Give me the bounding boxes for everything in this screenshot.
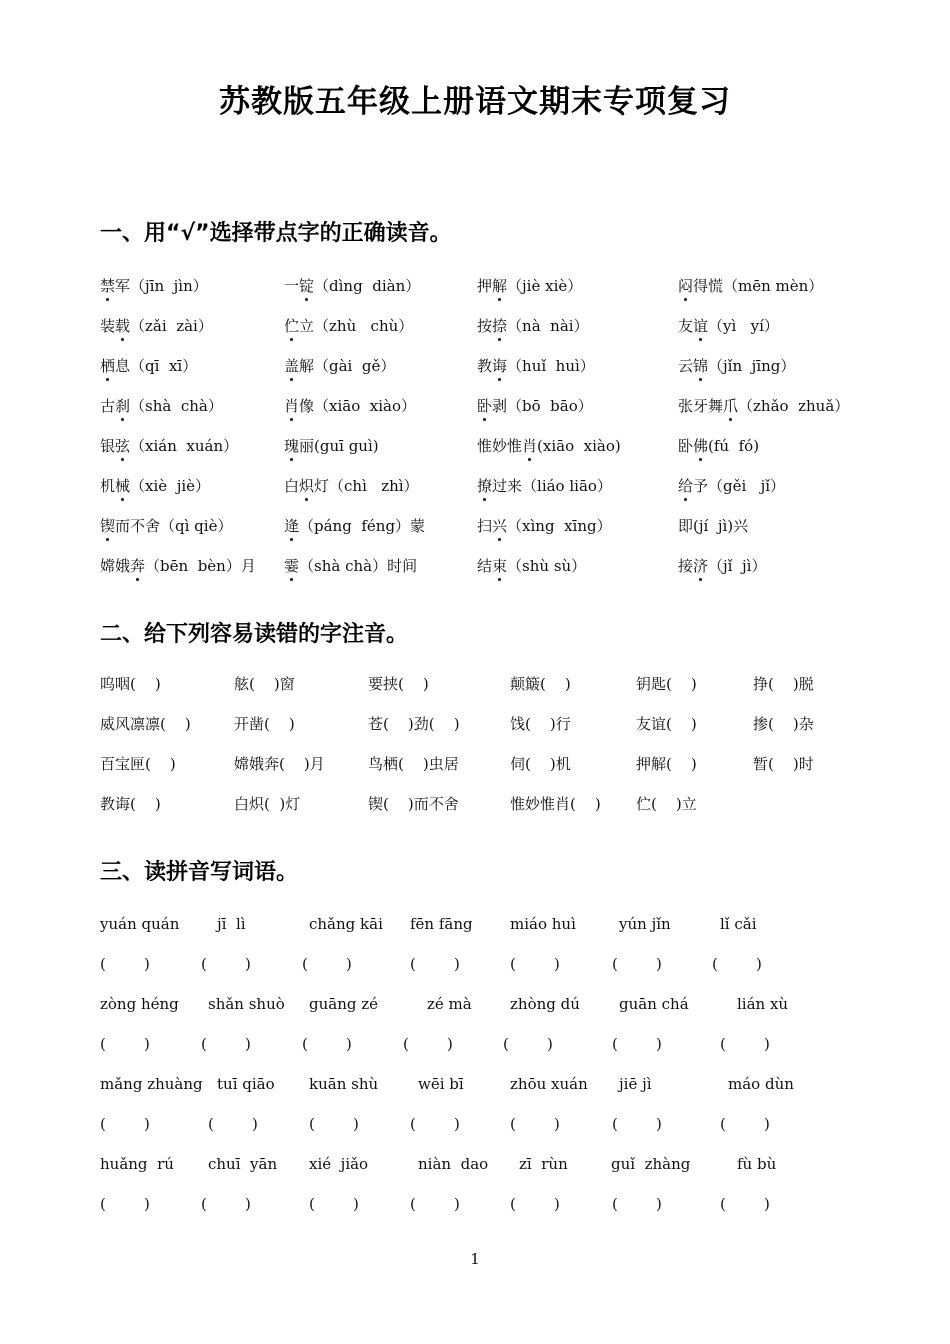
pronunciation-item[interactable] xyxy=(678,474,785,498)
dotted-char: 诲 xyxy=(492,354,507,378)
pronunciation-item[interactable] xyxy=(100,554,256,578)
pronunciation-item[interactable] xyxy=(284,514,425,538)
pronunciation-item[interactable] xyxy=(100,474,210,498)
annotation-item[interactable]: 伺( )机 xyxy=(510,755,571,773)
dotted-char: 爪 xyxy=(723,394,738,418)
answer-blank[interactable]: ( ) xyxy=(100,1115,150,1133)
pinyin-text: lǐ cǎi xyxy=(720,915,757,933)
pronunciation-item[interactable] xyxy=(100,394,223,418)
question-row xyxy=(0,474,950,498)
page-number: 1 xyxy=(470,1250,480,1268)
answer-blank[interactable]: ( ) xyxy=(410,1115,460,1133)
pronunciation-item[interactable] xyxy=(678,274,823,298)
annotation-item[interactable]: 伫( )立 xyxy=(636,795,697,813)
pinyin-text: máo dùn xyxy=(728,1075,794,1093)
text-fragment: （shù sù） xyxy=(507,557,587,575)
answer-blank[interactable]: ( ) xyxy=(712,955,762,973)
text-fragment: 接 xyxy=(678,557,694,575)
answer-row xyxy=(0,952,950,976)
dotted-char: 撩 xyxy=(477,474,492,498)
dotted-char: 禁 xyxy=(100,274,115,298)
answer-blank[interactable]: ( ) xyxy=(403,1035,453,1053)
text-fragment: （zhǎo zhuǎ） xyxy=(738,397,850,415)
pinyin-text: shǎn shuò xyxy=(208,995,285,1013)
dotted-char: 弦 xyxy=(115,434,130,458)
text-fragment: 解（gài gě） xyxy=(299,357,396,375)
text-fragment: 友 xyxy=(678,317,694,335)
text-fragment: 灯（chì zhì） xyxy=(314,477,419,495)
pinyin-text: xié jiǎo xyxy=(309,1155,369,1173)
pinyin-row xyxy=(0,1152,950,1176)
dotted-char: 盖 xyxy=(284,354,299,378)
text-fragment: （shà chà）时间 xyxy=(299,557,418,575)
annotation-item[interactable]: 掺( )杂 xyxy=(753,715,814,733)
annotation-item[interactable]: 百宝匣( ) xyxy=(100,755,176,773)
answer-row xyxy=(0,1112,950,1136)
pinyin-text: guān chá xyxy=(619,995,689,1013)
text-fragment: （xìng xīng） xyxy=(507,517,612,535)
pronunciation-item[interactable] xyxy=(678,314,779,338)
text-fragment: （jiè xiè） xyxy=(507,277,583,295)
annotation-item[interactable]: 教诲( ) xyxy=(100,795,161,813)
text-fragment: 古 xyxy=(100,397,116,415)
text-fragment: （zǎi zài） xyxy=(130,317,213,335)
answer-blank[interactable]: ( ) xyxy=(410,1195,460,1213)
dotted-char: 兴 xyxy=(492,514,507,538)
annotation-item[interactable]: 白炽( )灯 xyxy=(234,795,301,813)
pinyin-text: zhòng dú xyxy=(510,995,580,1013)
text-fragment: 即(jí jì) xyxy=(678,517,734,535)
annotation-item[interactable]: 苍( )劲( ) xyxy=(368,715,460,733)
answer-blank[interactable]: ( ) xyxy=(720,1195,770,1213)
answer-blank[interactable]: ( ) xyxy=(612,1195,662,1213)
dotted-char: 肖 xyxy=(522,434,537,458)
pinyin-text: fù bù xyxy=(737,1155,777,1173)
text-fragment: 丽(guī guì) xyxy=(299,437,379,455)
text-fragment: 惟妙惟 xyxy=(477,437,523,455)
pinyin-text: mǎng zhuàng xyxy=(100,1075,203,1093)
dotted-char: 闷 xyxy=(678,274,693,298)
answer-blank[interactable]: ( ) xyxy=(100,955,150,973)
pinyin-row xyxy=(0,912,950,936)
pinyin-text: guāng zé xyxy=(309,995,379,1013)
text-fragment: 而不舍（qì qiè） xyxy=(115,517,233,535)
pinyin-text: kuān shù xyxy=(309,1075,379,1093)
text-fragment: (fú fó) xyxy=(708,437,760,455)
pronunciation-item[interactable] xyxy=(284,274,420,298)
pronunciation-item[interactable] xyxy=(100,514,232,538)
dotted-char: 解 xyxy=(492,274,507,298)
text-fragment: （bēn bèn）月 xyxy=(145,557,256,575)
text-fragment: 予（gěi jǐ） xyxy=(693,477,786,495)
pinyin-text: chǎng kāi xyxy=(309,915,383,933)
answer-blank[interactable]: ( ) xyxy=(410,955,460,973)
pronunciation-item[interactable] xyxy=(477,474,612,498)
annotation-item[interactable]: 要挟( ) xyxy=(368,675,429,693)
dotted-char: 锭 xyxy=(299,274,314,298)
question-row xyxy=(0,314,950,338)
text-fragment: （huǐ huì） xyxy=(507,357,595,375)
section2-heading: 二、给下列容易读错的字注音。 xyxy=(100,622,409,647)
dotted-char: 佛 xyxy=(693,434,708,458)
annotation-item[interactable]: 暂( )时 xyxy=(753,755,814,773)
answer-blank[interactable]: ( ) xyxy=(100,1195,150,1213)
text-fragment: （xián xuán） xyxy=(130,437,239,455)
pronunciation-item[interactable] xyxy=(678,554,766,578)
dotted-char: 炽 xyxy=(299,474,314,498)
dotted-char: 肖 xyxy=(284,394,299,418)
pronunciation-item[interactable] xyxy=(477,434,621,458)
text-fragment: （dìng diàn） xyxy=(314,277,421,295)
answer-blank[interactable]: ( ) xyxy=(302,1035,352,1053)
answer-blank[interactable]: ( ) xyxy=(720,1035,770,1053)
annotation-item[interactable]: 押解( ) xyxy=(636,755,697,773)
annotation-item[interactable]: 惟妙惟肖( ) xyxy=(510,795,601,813)
answer-blank[interactable]: ( ) xyxy=(208,1115,258,1133)
document-title: 苏教版五年级上册语文期末专项复习 xyxy=(219,84,731,120)
pronunciation-item[interactable] xyxy=(100,314,213,338)
question-row xyxy=(0,554,950,578)
answer-blank[interactable]: ( ) xyxy=(201,1035,251,1053)
dotted-char: 逄 xyxy=(284,514,299,538)
annotation-row xyxy=(0,792,950,816)
text-fragment: 装 xyxy=(100,317,116,335)
annotation-item[interactable]: 友谊( ) xyxy=(636,715,697,733)
text-fragment: 兴 xyxy=(733,517,749,535)
pronunciation-item[interactable] xyxy=(100,434,238,458)
text-fragment: 得慌（mēn mèn） xyxy=(693,277,824,295)
pinyin-row xyxy=(0,992,950,1016)
pronunciation-item[interactable] xyxy=(477,514,612,538)
question-row xyxy=(0,274,950,298)
question-row xyxy=(0,514,950,538)
text-fragment: （nà nài） xyxy=(507,317,589,335)
pronunciation-item[interactable] xyxy=(678,394,849,418)
text-fragment: （shà chà） xyxy=(130,397,223,415)
annotation-item[interactable]: 呜咽( ) xyxy=(100,675,161,693)
pronunciation-item[interactable] xyxy=(678,434,759,458)
text-fragment: 结 xyxy=(477,557,493,575)
answer-blank[interactable]: ( ) xyxy=(612,955,662,973)
dotted-char: 锲 xyxy=(100,514,115,538)
text-fragment: 银 xyxy=(100,437,116,455)
pinyin-text: miáo huì xyxy=(510,915,576,933)
text-fragment: 过来（liáo liāo） xyxy=(492,477,612,495)
pronunciation-item[interactable] xyxy=(284,314,413,338)
pronunciation-item[interactable] xyxy=(284,554,417,578)
pinyin-text: yún jǐn xyxy=(619,915,671,933)
annotation-item[interactable]: 颠簸( ) xyxy=(510,675,571,693)
pinyin-row xyxy=(0,1072,950,1096)
text-fragment: （jǐ jì） xyxy=(708,557,767,575)
pronunciation-item[interactable] xyxy=(284,354,395,378)
annotation-item[interactable]: 鸟栖( )虫居 xyxy=(368,755,459,773)
text-fragment: 嫦娥 xyxy=(100,557,131,575)
pinyin-text: guǐ zhàng xyxy=(611,1155,691,1173)
dotted-char: 给 xyxy=(678,474,693,498)
dotted-char: 伫 xyxy=(284,314,299,338)
answer-blank[interactable]: ( ) xyxy=(201,1195,251,1213)
text-fragment: 像（xiāo xiào） xyxy=(299,397,417,415)
answer-blank[interactable]: ( ) xyxy=(302,955,352,973)
section1-heading: 一、用“√”选择带点字的正确读音。 xyxy=(100,221,452,246)
text-fragment: （jǐn jīng） xyxy=(708,357,796,375)
pinyin-text: wēi bī xyxy=(418,1075,464,1093)
text-fragment: （yì yí） xyxy=(708,317,779,335)
text-fragment: 按 xyxy=(477,317,493,335)
pronunciation-item[interactable] xyxy=(477,354,595,378)
answer-blank[interactable]: ( ) xyxy=(309,1115,359,1133)
pronunciation-item[interactable] xyxy=(100,354,197,378)
dotted-char: 刹 xyxy=(115,394,130,418)
annotation-row xyxy=(0,712,950,736)
pinyin-text: jī lì xyxy=(217,915,246,933)
text-fragment: 云 xyxy=(678,357,694,375)
answer-blank[interactable]: ( ) xyxy=(309,1195,359,1213)
text-fragment: 剥（bō bāo） xyxy=(492,397,593,415)
text-fragment: 白 xyxy=(284,477,300,495)
dotted-char: 束 xyxy=(492,554,507,578)
pinyin-text: zī rùn xyxy=(519,1155,568,1173)
annotation-item[interactable]: 饯( )行 xyxy=(510,715,571,733)
text-fragment: 押 xyxy=(477,277,493,295)
text-fragment: 扫 xyxy=(477,517,493,535)
annotation-row xyxy=(0,752,950,776)
pinyin-text: niàn dao xyxy=(418,1155,489,1173)
text-fragment: 军（jīn jìn） xyxy=(115,277,208,295)
pronunciation-item[interactable] xyxy=(477,554,586,578)
question-row xyxy=(0,394,950,418)
pronunciation-item[interactable] xyxy=(284,394,416,418)
section3-heading: 三、读拼音写词语。 xyxy=(100,860,299,885)
annotation-item[interactable]: 舷( )窗 xyxy=(234,675,295,693)
annotation-row xyxy=(0,672,950,696)
pronunciation-item[interactable] xyxy=(477,274,582,298)
text-fragment: 机 xyxy=(100,477,116,495)
dotted-char: 锦 xyxy=(693,354,708,378)
text-fragment: （xiè jiè） xyxy=(130,477,211,495)
text-fragment: 立（zhù chù） xyxy=(299,317,414,335)
answer-blank[interactable]: ( ) xyxy=(612,1035,662,1053)
pronunciation-item[interactable] xyxy=(100,274,208,298)
answer-blank[interactable]: ( ) xyxy=(510,1195,560,1213)
answer-blank[interactable]: ( ) xyxy=(100,1035,150,1053)
dotted-char: 瑰 xyxy=(284,434,299,458)
pronunciation-item[interactable] xyxy=(678,514,748,538)
dotted-char: 奔 xyxy=(130,554,145,578)
pronunciation-item[interactable] xyxy=(477,394,593,418)
annotation-item[interactable]: 开凿( ) xyxy=(234,715,295,733)
answer-blank[interactable]: ( ) xyxy=(510,955,560,973)
text-fragment: 张牙舞 xyxy=(678,397,724,415)
text-fragment: 息（qī xī） xyxy=(115,357,198,375)
dotted-char: 霎 xyxy=(284,554,299,578)
pronunciation-item[interactable] xyxy=(477,314,589,338)
pronunciation-item[interactable] xyxy=(284,434,379,458)
dotted-char: 载 xyxy=(115,314,130,338)
text-fragment: （páng féng）蒙 xyxy=(299,517,426,535)
answer-blank[interactable]: ( ) xyxy=(612,1115,662,1133)
annotation-item[interactable]: 威风凛凛( ) xyxy=(100,715,191,733)
dotted-char: 济 xyxy=(693,554,708,578)
pinyin-text: huǎng rú xyxy=(100,1155,174,1173)
pinyin-text: zhōu xuán xyxy=(510,1075,588,1093)
answer-blank[interactable]: ( ) xyxy=(503,1035,553,1053)
text-fragment: 卧 xyxy=(678,437,694,455)
pinyin-text: zé mà xyxy=(427,995,472,1013)
pinyin-text: zòng héng xyxy=(100,995,179,1013)
answer-blank[interactable]: ( ) xyxy=(510,1115,560,1133)
answer-row xyxy=(0,1032,950,1056)
pinyin-text: tuī qiāo xyxy=(217,1075,275,1093)
pinyin-text: jiē jì xyxy=(619,1075,652,1093)
answer-row xyxy=(0,1192,950,1216)
annotation-item[interactable]: 嫦娥奔( )月 xyxy=(234,755,325,773)
dotted-char: 谊 xyxy=(693,314,708,338)
pinyin-text: fēn fāng xyxy=(410,915,473,933)
annotation-item[interactable]: 挣( )脱 xyxy=(753,675,814,693)
pronunciation-item[interactable] xyxy=(678,354,795,378)
pinyin-text: chuī yān xyxy=(208,1155,278,1173)
text-fragment: 教 xyxy=(477,357,493,375)
question-row xyxy=(0,434,950,458)
dotted-char: 栖 xyxy=(100,354,115,378)
pinyin-text: yuán quán xyxy=(100,915,180,933)
dotted-char: 捺 xyxy=(492,314,507,338)
question-row xyxy=(0,354,950,378)
text-fragment: 一 xyxy=(284,277,300,295)
annotation-item[interactable]: 钥匙( ) xyxy=(636,675,697,693)
annotation-item[interactable]: 锲( )而不舍 xyxy=(368,795,459,813)
pronunciation-item[interactable] xyxy=(284,474,419,498)
dotted-char: 卧 xyxy=(477,394,492,418)
answer-blank[interactable]: ( ) xyxy=(720,1115,770,1133)
answer-blank[interactable]: ( ) xyxy=(201,955,251,973)
text-fragment: (xiāo xiào) xyxy=(537,437,621,455)
pinyin-text: lián xù xyxy=(737,995,789,1013)
dotted-char: 械 xyxy=(115,474,130,498)
